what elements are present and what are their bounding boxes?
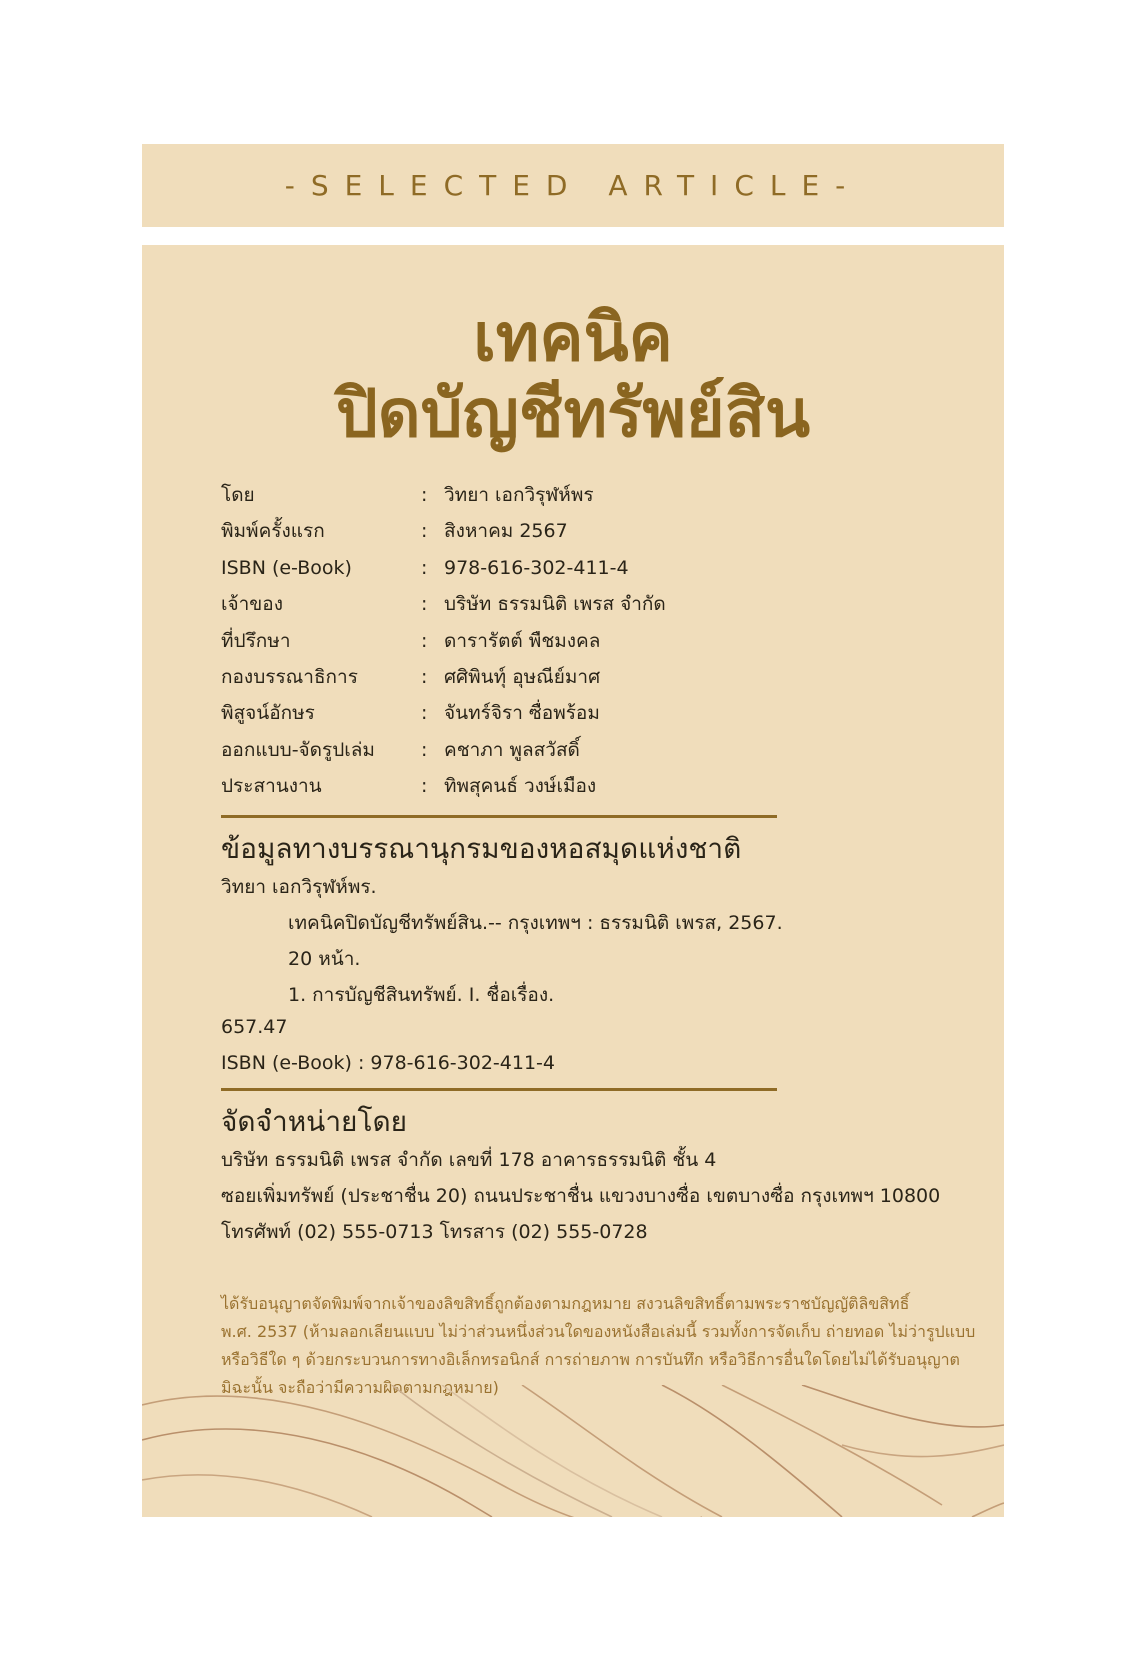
credit-value: 978-616-302-411-4 bbox=[444, 556, 629, 579]
credit-value: สิงหาคม 2567 bbox=[444, 520, 568, 543]
credit-value: วิทยา เอกวิรุฬห์พร bbox=[444, 484, 594, 506]
credit-label: ออกแบบ-จัดรูปเล่ม bbox=[221, 738, 375, 761]
catalog-author: วิทยา เอกวิรุฬห์พร. bbox=[221, 876, 377, 898]
credit-label: พิสูจน์อักษร bbox=[221, 702, 315, 725]
credit-label: โดย bbox=[221, 484, 255, 506]
catalog-title: เทคนิคปิดบัญชีทรัพย์สิน.-- กรุงเทพฯ : ธรรมนิติ เพรส, 2567. bbox=[288, 912, 783, 934]
notice-line: มิฉะนั้น จะถือว่ามีความผิดตามกฎหมาย) bbox=[221, 1378, 499, 1397]
catalog-heading: ข้อมูลทางบรรณานุกรมของหอสมุดแห่งชาติ bbox=[221, 832, 742, 865]
distribution-contact: โทรศัพท์ (02) 555-0713 โทรสาร (02) 555-0728 bbox=[221, 1221, 648, 1243]
credit-value: คชาภา พูลสวัสดิ์ bbox=[444, 738, 580, 761]
credit-value: บริษัท ธรรมนิติ เพรส จำกัด bbox=[444, 593, 666, 616]
credit-label: ประสานงาน bbox=[221, 775, 322, 798]
credit-value: ทิพสุคนธ์ วงษ์เมือง bbox=[444, 775, 597, 798]
article-card: เทคนิค ปิดบัญชีทรัพย์สิน โดย : วิทยา เอกวิรุฬห์พร พิมพ์ครั้งแรก : สิงหาคม 2567 ISBN (e-Book) : 978-616-302-411-4 เจ้าของ : บริษัท ธรรมนิติ เพรส จำกัด ที่ปรึกษา : ดารารัตต์ พืชมงคล กองบรรณาธิการ : ศศิพินทุ์ อุษณีย์มาศ พิสูจน์อักษร : จันทร์จิรา ซื่อพร้อม ออกแบบ-จัดรูปเล่ม : คชาภา พูลสวัสดิ์ ประสานงาน : ทิพสุคนธ์ วงษ์เมือง ข้อมูลทางบรรณานุกรมของหอสมุดแห่งชาติ วิทยา เอกวิรุฬห์พร. เทคนิคปิดบัญชีทรัพย์สิน.-- กรุงเทพฯ : ธรรมนิติ เพรส, 2567. 20 หน้า. 1. การบัญชีสินทรัพย์. I. ชื่อเรื่อง. 657.47 ISBN (e-Book) : 978-616-302-411-4 จัดจำหน่ายโดย บริษัท ธรรมนิติ เพรส จำกัด เลขที่ 178 อาคารธรรมนิติ ชั้น 4 ซอยเพิ่มทรัพย์ (ประชาชื่น 20) ถนนประชาชื่น แขวงบางซื่อ เขตบางซื่อ กรุงเทพฯ 10800 โทรศัพท์ (02) 555-0713 โทรสาร (02) 555-0728 ได้รับอนุญาตจัดพิมพ์จากเจ้าของลิขสิทธิ์ถูกต้องตามกฎหมาย สงวนลิขสิทธิ์ตามพระราชบัญญัติลิขสิทธิ์ พ.ศ. 2537 (ห้ามลอกเลียนแบบ ไม่ว่าส่วนหนึ่งส่วนใดของหนังสือเล่มนี้ รวมทั้งการจัดเก็บ ถ่ายทอด ไม่ว่ารูปแบบ หรือวิธีใด ๆ ด้วยกระบวนการทางอิเล็กทรอนิกส์ การถ่ายภาพ การบันทึก หรือวิธีการอื่นใดโดยไม่ได้รับอนุญาต มิฉะนั้น จะถือว่ามีความผิดตามกฎหมาย) bbox=[142, 245, 1004, 1517]
notice-line: ได้รับอนุญาตจัดพิมพ์จากเจ้าของลิขสิทธิ์ถูกต้องตามกฎหมาย สงวนลิขสิทธิ์ตามพระราชบัญญัติลิขสิทธิ์ bbox=[221, 1294, 910, 1313]
catalog-pages: 20 หน้า. bbox=[288, 948, 361, 970]
credit-label: พิมพ์ครั้งแรก bbox=[221, 520, 325, 543]
credit-value: ศศิพินทุ์ อุษณีย์มาศ bbox=[444, 665, 601, 688]
divider bbox=[221, 1088, 777, 1091]
catalog-subject: 1. การบัญชีสินทรัพย์. I. ชื่อเรื่อง. bbox=[288, 984, 555, 1006]
credit-label: ISBN (e-Book) bbox=[221, 556, 352, 579]
distribution-address-2: ซอยเพิ่มทรัพย์ (ประชาชื่น 20) ถนนประชาชื่น แขวงบางซื่อ เขตบางซื่อ กรุงเทพฯ 10800 bbox=[221, 1185, 941, 1207]
catalog-isbn: ISBN (e-Book) : 978-616-302-411-4 bbox=[221, 1052, 555, 1074]
title-line-1: เทคนิค bbox=[473, 299, 673, 376]
distribution-heading: จัดจำหน่ายโดย bbox=[221, 1105, 408, 1138]
selected-article-banner bbox=[142, 144, 1004, 227]
credit-value: ดารารัตต์ พืชมงคล bbox=[444, 629, 601, 652]
banner-label: -SELECTED ARTICLE- bbox=[284, 169, 862, 202]
credit-label: ที่ปรึกษา bbox=[221, 629, 291, 652]
catalog-class-number: 657.47 bbox=[221, 1016, 288, 1038]
notice-line: หรือวิธีใด ๆ ด้วยกระบวนการทางอิเล็กทรอนิกส์ การถ่ายภาพ การบันทึก หรือวิธีการอื่นใดโดยไม่ได้รับอนุญาต bbox=[221, 1350, 960, 1369]
credit-label: เจ้าของ bbox=[221, 593, 283, 616]
credit-value: จันทร์จิรา ซื่อพร้อม bbox=[444, 702, 600, 725]
distribution-address-1: บริษัท ธรรมนิติ เพรส จำกัด เลขที่ 178 อาคารธรรมนิติ ชั้น 4 bbox=[221, 1149, 717, 1171]
title-line-2: ปิดบัญชีทรัพย์สิน bbox=[335, 375, 811, 452]
credit-label: กองบรรณาธิการ bbox=[221, 665, 358, 688]
divider bbox=[221, 815, 777, 818]
decorative-waves bbox=[142, 1385, 1004, 1517]
notice-line: พ.ศ. 2537 (ห้ามลอกเลียนแบบ ไม่ว่าส่วนหนึ่งส่วนใดของหนังสือเล่มนี้ รวมทั้งการจัดเก็บ ถ่ายทอด ไม่ว่ารูปแบบ bbox=[221, 1322, 976, 1341]
